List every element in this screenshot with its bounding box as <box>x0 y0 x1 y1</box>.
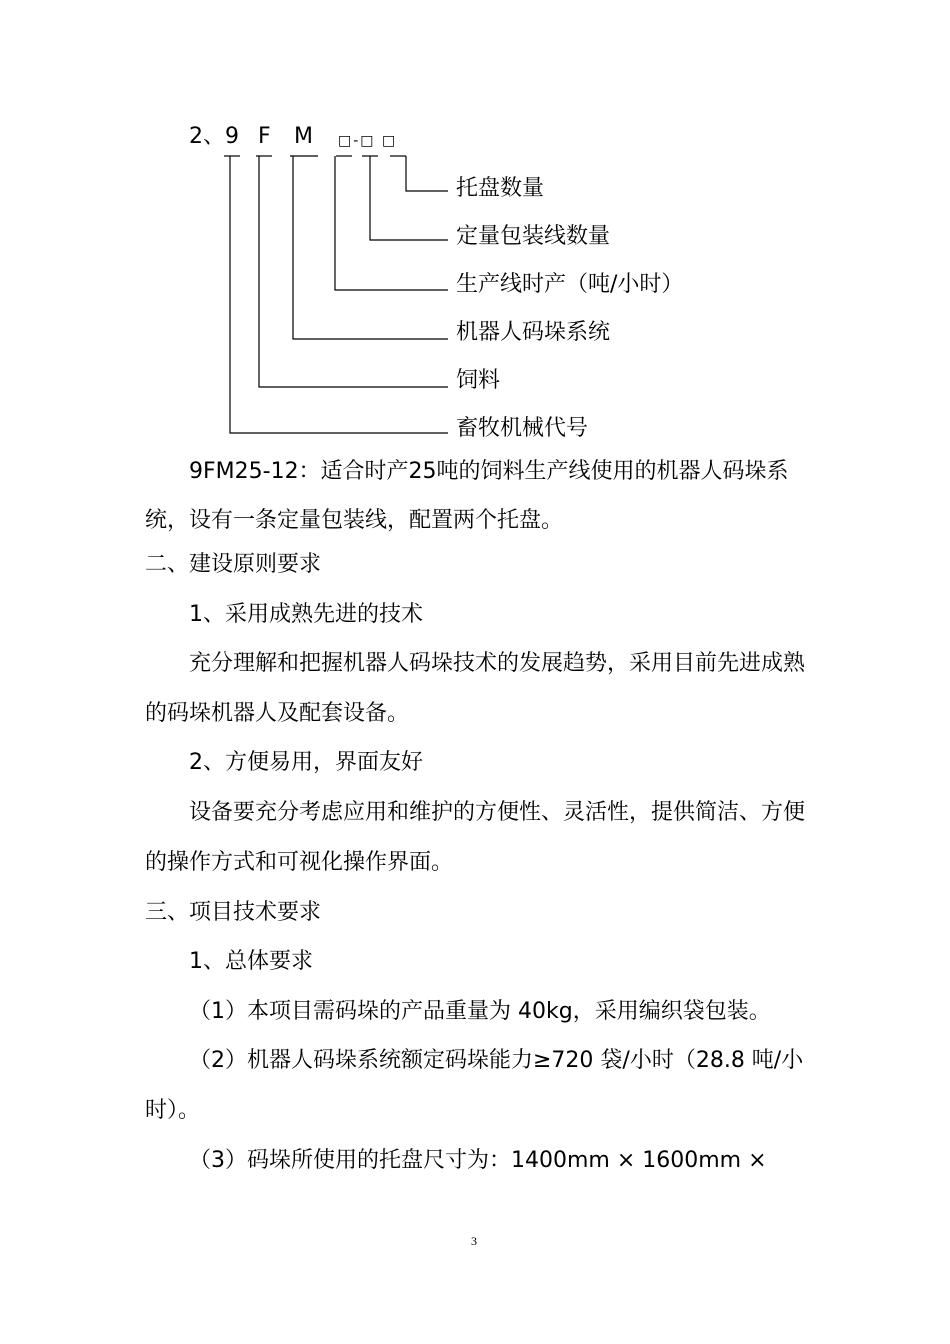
section-3-para-2-line-1: （2）机器人码垛系统额定码垛能力≥720 袋/小时（28.8 吨/小 <box>189 1048 804 1073</box>
section-2-item-1-title: 1、采用成熟先进的技术 <box>189 602 423 627</box>
example-line-1: 9FM25-12：适合时产25吨的饲料生产线使用的机器人码垛系 <box>189 459 789 484</box>
example-line-2: 统，设有一条定量包装线，配置两个托盘。 <box>145 508 564 533</box>
legend-label-tray-count: 托盘数量 <box>456 176 545 201</box>
legend-label-hourly-output: 生产线时产（吨/小时） <box>456 272 684 297</box>
legend-label-machinery-code: 畜牧机械代号 <box>456 416 589 441</box>
section-2-item-1-line-1: 充分理解和把握机器人码垛技术的发展趋势，采用目前先进成熟 <box>189 651 806 676</box>
section-2-item-1-line-2: 的码垛机器人及配套设备。 <box>145 701 410 726</box>
bracket-machinery-code <box>230 156 448 433</box>
model-code-prefix: 2、9 <box>189 124 239 149</box>
legend-label-packing-lines: 定量包装线数量 <box>456 224 611 249</box>
page-number: 3 <box>471 1234 477 1248</box>
bracket-packing-lines <box>370 156 448 240</box>
model-code-m: M <box>294 124 313 149</box>
section-2-heading: 二、建设原则要求 <box>145 552 322 577</box>
section-3-para-2-line-2: 时）。 <box>145 1098 201 1123</box>
model-code-boxes: □-□ □ <box>338 133 398 149</box>
section-3-para-3: （3）码垛所使用的托盘尺寸为：1400mm × 1600mm × <box>189 1148 767 1173</box>
section-2-item-2-title: 2、方便易用，界面友好 <box>189 750 423 775</box>
bracket-tray-count <box>406 156 448 191</box>
bracket-hourly-output <box>335 156 448 290</box>
legend-label-feed: 饲料 <box>456 368 501 393</box>
legend-label-robot-system: 机器人码垛系统 <box>456 320 611 345</box>
section-2-item-2-line-1: 设备要充分考虑应用和维护的方便性、灵活性，提供简洁、方便 <box>189 800 806 825</box>
section-2-item-2-line-2: 的操作方式和可视化操作界面。 <box>145 850 454 875</box>
section-3-heading: 三、项目技术要求 <box>145 900 322 925</box>
section-3-para-1: （1）本项目需码垛的产品重量为 40kg，采用编织袋包装。 <box>189 999 771 1024</box>
model-code-f: F <box>258 124 271 149</box>
section-3-item-1-title: 1、总体要求 <box>189 949 313 974</box>
